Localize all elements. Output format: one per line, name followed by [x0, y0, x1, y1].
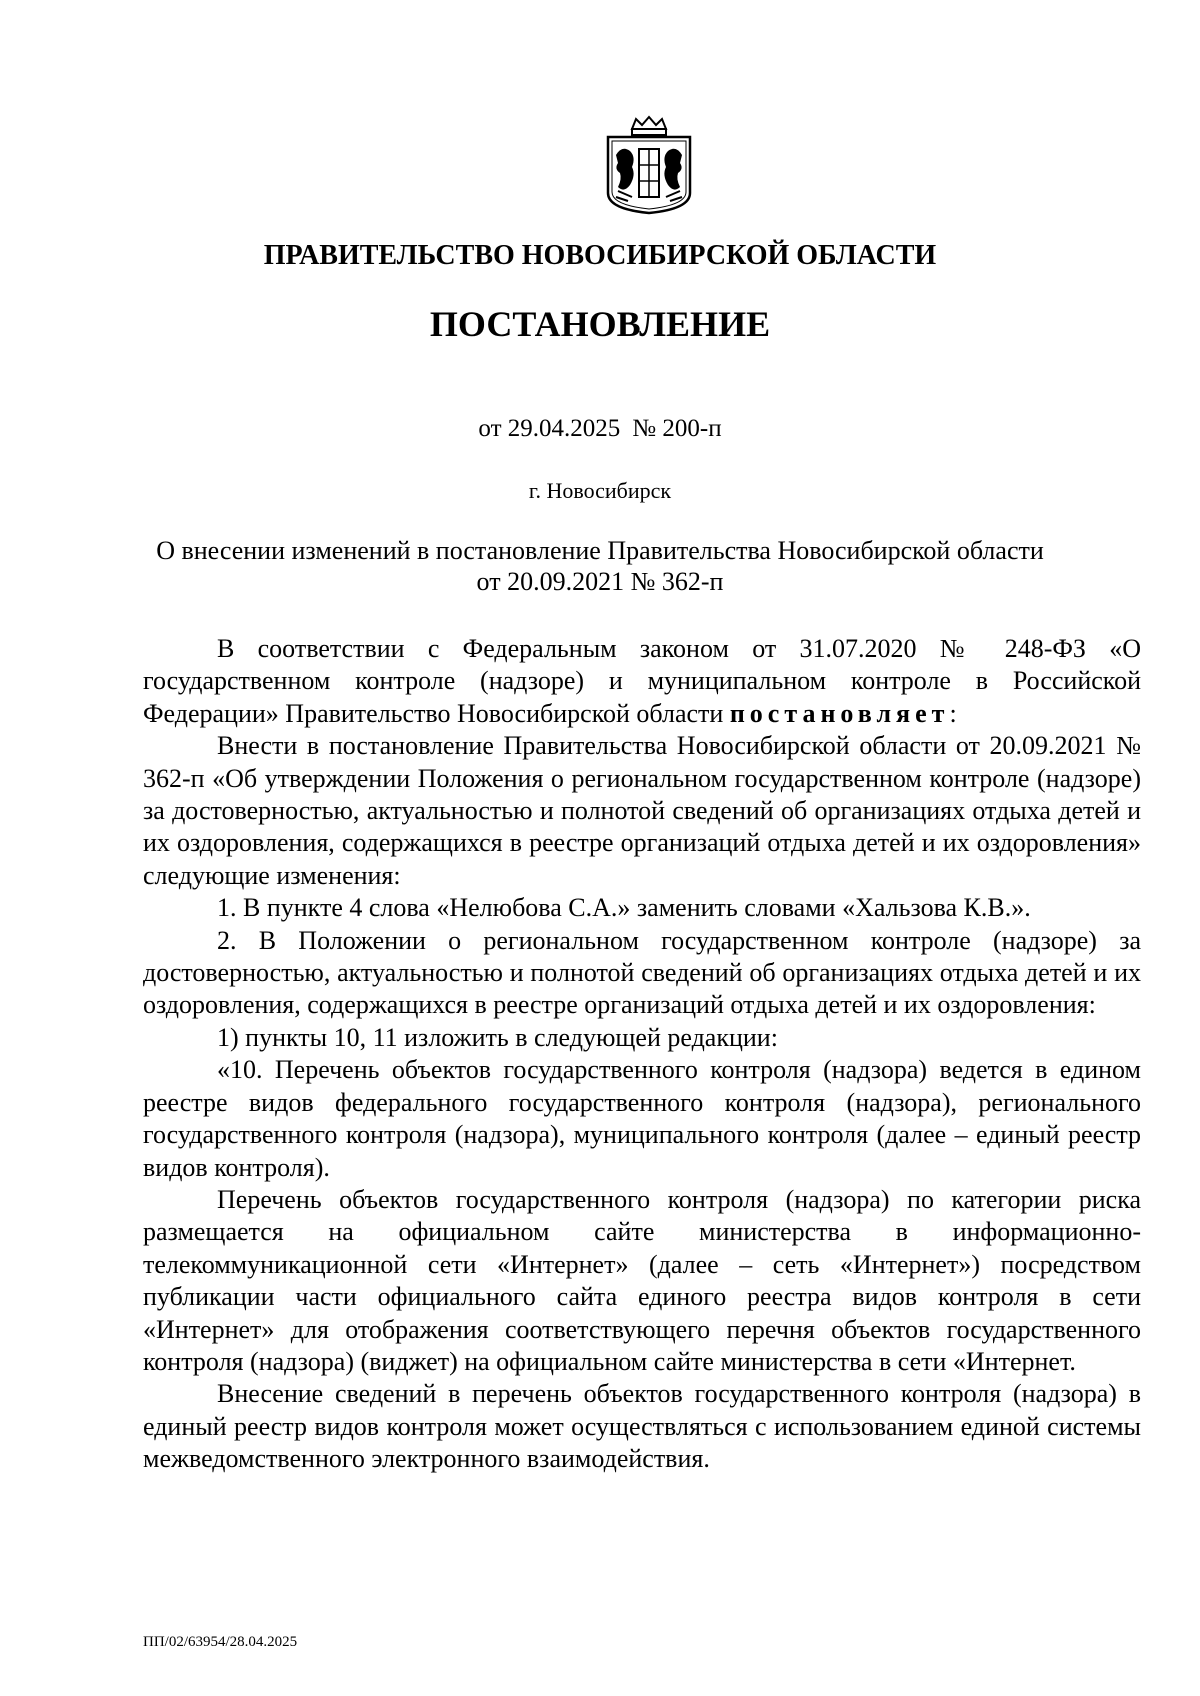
- document-number: № 200-п: [632, 415, 722, 442]
- document-type-title: ПОСТАНОВЛЕНИЕ: [429, 304, 771, 344]
- document-body: [143, 633, 1141, 1476]
- document-city: г. Новосибирск: [528, 478, 672, 503]
- paragraph-item-1: 1. В пункте 4 слова «Нелюбова С.А.» заменить словами «Хальзова К.В.».: [217, 893, 1031, 923]
- paragraph-interaction: Внесение сведений в перечень объектов государственного контроля (надзора) в единый реестр видов контроля может осуществляться с использованием единой системы межведомственного электронного взаимодействия.: [143, 1379, 1141, 1474]
- document-date-number: [0, 413, 1200, 445]
- document-footer-code: ПП/02/63954/28.04.2025: [143, 1634, 298, 1650]
- subject-line-1: О внесении изменений в постановление Правительства Новосибирской области: [156, 536, 1044, 565]
- preamble-text: В соответствии с Федеральным законом от 31.07.2020 № 248-ФЗ «О государственном контроле (надзоре) и муниципальном контроле в Российской Федерации» Правительство Новосибирской области: [143, 634, 1141, 728]
- paragraph-risk-list: Перечень объектов государственного контроля (надзора) по категории риска размещается на официальном сайте министерства в информационно-телекоммуникационной сети «Интернет» (далее – сеть «Интернет») посредством публикации части официального сайта единого реестра видов контроля в сети «Интернет» для отображения соответствующего перечня объектов государственного контроля (надзора) (виджет) на официальном сайте министерства в сети «Интернет.: [143, 1184, 1141, 1376]
- preamble-paragraph: [143, 633, 1141, 730]
- coat-of-arms-icon: [602, 115, 696, 215]
- document-subject: [0, 535, 1200, 597]
- paragraph-subitem-1: 1) пункты 10, 11 изложить в следующей редакции:: [217, 1022, 778, 1052]
- paragraph-item-2: 2. В Положении о региональном государственном контроле (надзоре) за достоверностью, актуальностью и полнотой сведений об организациях отдыха детей и их оздоровления, содержащихся в реестре организаций отдыха детей и их оздоровления:: [143, 925, 1141, 1020]
- subject-line-2: от 20.09.2021 № 362-п: [476, 567, 724, 596]
- document-date: от 29.04.2025: [478, 415, 621, 442]
- resolves-punct: :: [949, 698, 957, 728]
- organization-title: ПРАВИТЕЛЬСТВО НОВОСИБИРСКОЙ ОБЛАСТИ: [263, 240, 937, 271]
- paragraph-amend-intro: Внести в постановление Правительства Новосибирской области от 20.09.2021 № 362-п «Об утверждении Положения о региональном государственном контроле (надзоре) за достоверностью, актуальностью и полнотой сведений об организациях отдыха детей и их оздоровления, содержащихся в реестре организаций отдыха детей и их оздоровления» следующие изменения:: [143, 731, 1141, 890]
- resolves-word: постановляет: [729, 698, 950, 728]
- paragraph-clause-10: «10. Перечень объектов государственного контроля (надзора) ведется в едином реестре видов федерального государственного контроля (надзора), регионального государственного контроля (надзора), муниципального контроля (далее – единый реестр видов контроля).: [143, 1055, 1141, 1182]
